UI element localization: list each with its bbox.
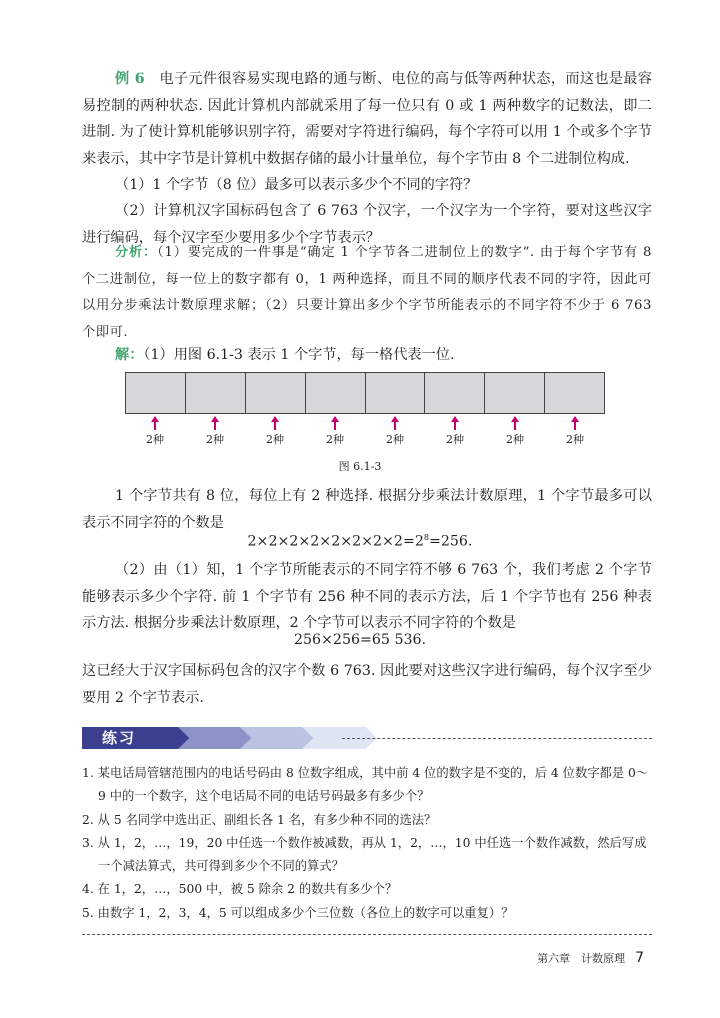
analysis-paragraph xyxy=(82,240,652,346)
bit-cell xyxy=(366,373,426,413)
bit-cell xyxy=(485,373,545,413)
example-intro xyxy=(82,66,652,172)
bit-cell xyxy=(545,373,604,413)
bit-arrow xyxy=(425,416,485,447)
example-intro-text: 电子元件很容易实现电路的通与断、电位的高与低等两种状态，而这也是最容易控制的两种状态. 因此计算机内部就采用了每一位只有 0 或 1 两种数字的记数法，即二进制. 为了使计算机能够识别字符，需要对字符进行编码，每个字符可以用 1 个或多个字节来表示，其中字节是计算机中数据存储的最小计量单位，每个字节由 8 个二进制位构成. xyxy=(82,71,652,167)
bit-choice-label: 2种 xyxy=(386,433,404,446)
bit-cell xyxy=(425,373,485,413)
bit-choice-label: 2种 xyxy=(566,433,584,446)
question-2: （2）计算机汉字国标码包含了 6 763 个汉字，一个汉字为一个字符，要对这些汉字进行编码，每个汉字至少要用多少个字节表示？ xyxy=(82,203,652,246)
bit-cell xyxy=(246,373,306,413)
analysis-label: 分析： xyxy=(115,245,158,260)
divider xyxy=(342,738,652,739)
body-paragraph-3: 这已经大于汉字国标码包含的汉字个数 6 763. 因此要对这些汉字进行编码，每个汉字至少要用 2 个字节表示. xyxy=(82,663,652,706)
chapter-title: 第六章 计数原理 xyxy=(537,952,626,965)
exercise-list xyxy=(82,762,652,925)
exercise-item: 5. 由数字 1，2，3，4，5 可以组成多少个三位数（各位上的数字可以重复）？ xyxy=(82,905,514,920)
formula-left: 2×2×2×2×2×2×2×2=2 xyxy=(247,533,424,550)
figure-caption: 图 6.1-3 xyxy=(338,460,382,473)
body-paragraph-1: 1 个字节共有 8 位，每位上有 2 种选择. 根据分步乘法计数原理，1 个字节最多可以表示不同字符的个数是 xyxy=(82,488,652,531)
divider xyxy=(82,934,652,935)
analysis-text: （1）要完成的一件事是“确定 1 个字节各二进制位上的数字”. 由于每个字节有 8 个二进制位，每一位上的数字都有 0，1 两种选择，而且不同的顺序代表不同的字符，因此可以用分步乘法计数原理求解；（2）只要计算出多少个字节所能表示的不同字符不少于 6 763 个即可. xyxy=(82,245,652,340)
solution-text: （1）用图 6.1-3 表示 1 个字节，每一格代表一位. xyxy=(143,347,455,363)
bit-arrow xyxy=(305,416,365,447)
bit-arrow xyxy=(245,416,305,447)
solution-label: 解： xyxy=(115,347,144,363)
bit-cell xyxy=(306,373,366,413)
bit-arrow xyxy=(365,416,425,447)
example-tag: 例 6 xyxy=(115,71,145,87)
bit-choice-label: 2种 xyxy=(326,433,344,446)
bit-arrow xyxy=(545,416,605,447)
page-footer xyxy=(537,950,644,966)
byte-diagram xyxy=(125,372,605,414)
body-paragraph-2: （2）由（1）知，1 个字节所能表示的不同字符不够 6 763 个，我们考虑 2 个字节能够表示多少个字符. 前 1 个字节有 256 种不同的表示方法，后 1 个字节也有 256 种表示方法. 根据分步乘法计数原理，2 个字节可以表示不同字符的个数是 xyxy=(82,562,652,631)
exercise-item: 2. 从 5 名同学中选出正、副组长各 1 名，有多少种不同的选法？ xyxy=(82,812,437,827)
bit-cell xyxy=(186,373,246,413)
practice-title: 练习 xyxy=(102,729,137,747)
bit-cell xyxy=(126,373,186,413)
formula-byte-count xyxy=(0,533,720,550)
page-number: 7 xyxy=(635,950,644,966)
bit-arrow xyxy=(125,416,185,447)
solution-paragraph xyxy=(82,342,652,369)
bit-choice-label: 2种 xyxy=(446,433,464,446)
exercise-item: 3. 从 1，2，…，19，20 中任选一个数作被减数，再从 1，2，…，10 中任选一个数作减数，然后写成一个减法算式，共可得到多少个不同的算式？ xyxy=(82,835,647,874)
question-1: （1）1 个字节（8 位）最多可以表示多少个不同的字符？ xyxy=(115,177,478,193)
bit-arrow xyxy=(185,416,245,447)
formula-exponent: 8 xyxy=(423,533,429,542)
formula-right: =256. xyxy=(428,533,473,550)
bit-arrow xyxy=(485,416,545,447)
bit-choice-label: 2种 xyxy=(146,433,164,446)
practice-banner xyxy=(82,727,342,749)
exercise-item: 4. 在 1，2，…，500 中，被 5 除余 2 的数共有多少个？ xyxy=(82,882,398,897)
bit-choice-label: 2种 xyxy=(206,433,224,446)
bit-choice-label: 2种 xyxy=(266,433,284,446)
formula-two-bytes: 256×256=65 536. xyxy=(293,632,427,648)
bit-choice-label: 2种 xyxy=(506,433,524,446)
exercise-item: 1. 某电话局管辖范围内的电话号码由 8 位数字组成，其中前 4 位的数字是不变的，后 4 位数字都是 0～9 中的一个数字，这个电话局不同的电话号码最多有多少个？ xyxy=(82,766,649,804)
